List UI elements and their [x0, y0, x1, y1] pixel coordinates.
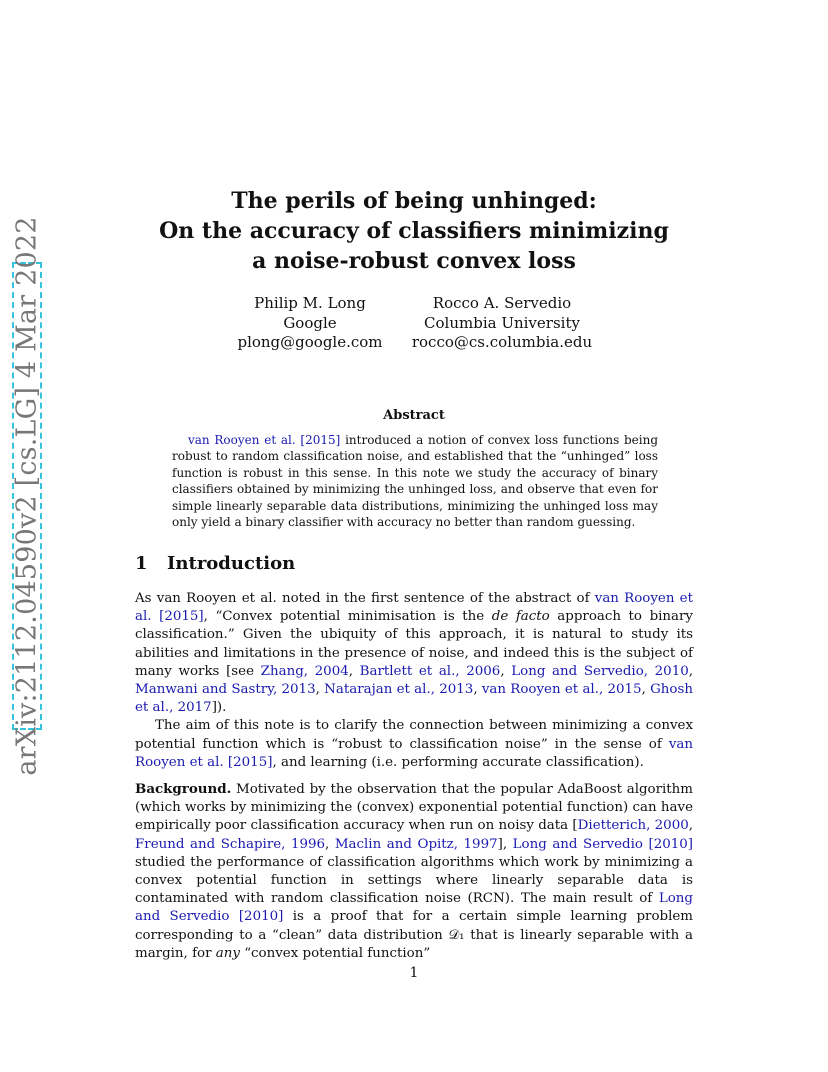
text-run: that is linearly separable with a margin, for — [135, 927, 693, 961]
emphasis: de facto — [491, 609, 550, 625]
text-run: The aim of this note is to clarify the connection between minimizing a convex potential function which is “robust to classification noise” in the sense of — [135, 718, 693, 752]
intro-paragraph-1: As van Rooyen et al. noted in the first sentence of the abstract of van Rooyen et al. [2015], “Convex potential minimisation is the de facto approach to binary classification.” Given the ubiquity of this approach, it is natural to study its abilities and limitations in the presence of noise, and indeed this is the subject of many works [see Zhang, 2004, Bartlett et al., 2006, Long and Servedio, 2010, Manwani and Sastry, 2013, Natarajan et al., 2013, van Rooyen et al., 2015, Ghosh et al., 2017]). — [135, 591, 693, 716]
abstract-text: introduced a notion of convex loss functions being robust to random classification noise, and established that the “unhinged” loss function is robust in this sense. In this note we study the accuracy of binary classifiers obtained by minimizing the unhinged loss, and observe that even for simple linearly separable data distributions, minimizing the unhinged loss may only yield a binary classifier with accuracy no better than random guessing. — [172, 433, 658, 530]
text-run: approach to binary classification.” Given the ubiquity of this approach, it is natural to study its abilities and limitations in the presence of noise, and indeed this is the subject of many works [see — [135, 609, 693, 679]
author-name: Philip M. Long — [254, 294, 366, 312]
citation-link[interactable]: Long and Servedio, 2010 — [511, 663, 689, 679]
section-number: 1 — [135, 553, 148, 574]
text-run: , “Convex potential minimisation is the — [203, 609, 492, 625]
title-line-1: The perils of being unhinged: — [231, 188, 597, 214]
text-run: , and learning (i.e. performing accurate classification). — [272, 754, 644, 770]
author-email[interactable]: rocco@cs.columbia.edu — [411, 333, 593, 351]
citation-link[interactable]: Ghosh et al., 2017 — [135, 682, 693, 716]
citation-link[interactable]: Bartlett et al., 2006 — [359, 663, 501, 679]
arxiv-id[interactable]: arXiv:2112.04590v2 [cs.LG] 4 Mar 2022 — [11, 216, 43, 776]
citation-link[interactable]: Manwani and Sastry, 2013 — [135, 682, 316, 698]
text-run: Motivated by the observation that the popular AdaBoost algorithm (which works by minimizing the (convex) exponential potential function) can have empirically poor classification accuracy when run on noisy data [ — [135, 782, 693, 834]
text-run: “convex potential function” — [239, 945, 431, 961]
citation-link[interactable]: van Rooyen et al., 2015 — [481, 682, 642, 698]
author-email[interactable]: plong@google.com — [237, 333, 383, 351]
text-run: ], — [497, 836, 513, 852]
arxiv-sidebar — [6, 216, 66, 776]
citation-link[interactable]: Freund and Schapire, 1996 — [135, 836, 326, 852]
author-affiliation: Google — [283, 313, 337, 332]
citation-link[interactable]: Dietterich, 2000 — [577, 818, 689, 834]
title-line-2: On the accuracy of classifiers minimizing — [159, 218, 669, 244]
emphasis: any — [215, 945, 240, 961]
citation-link[interactable]: Zhang, 2004 — [260, 663, 349, 679]
paragraph-label: Background. — [135, 781, 232, 798]
abstract-heading: Abstract — [383, 408, 445, 423]
citation-link[interactable]: van Rooyen et al. [2015] — [188, 433, 341, 447]
text-run: is a proof that for a certain simple learning problem corresponding to a “clean” data distribution — [135, 909, 693, 943]
abstract-paragraph — [172, 432, 658, 530]
text-run: As van Rooyen et al. noted in the first sentence of the abstract of — [135, 591, 595, 606]
author-affiliation: Columbia University — [424, 313, 580, 332]
citation-link[interactable]: Long and Servedio [2010] — [512, 836, 694, 852]
intro-body — [135, 590, 693, 963]
section-heading — [135, 553, 295, 574]
text-run: studied the performance of classification algorithms which work by minimizing a convex potential function in settings where linearly separable data is contaminated with random classification noise (RCN). The main result of — [135, 854, 693, 907]
abstract — [172, 432, 658, 530]
citation-link[interactable]: Maclin and Opitz, 1997 — [334, 836, 498, 852]
citation-link[interactable]: Long and Servedio [2010] — [135, 891, 693, 925]
author-name: Rocco A. Servedio — [432, 294, 572, 312]
paper-title — [0, 186, 828, 276]
section-title: Introduction — [167, 553, 296, 574]
title-line-3: a noise-robust convex loss — [252, 248, 576, 274]
intro-paragraph-2 — [135, 717, 693, 772]
page-number: 1 — [409, 965, 419, 981]
citation-link[interactable]: Natarajan et al., 2013 — [324, 682, 474, 698]
math-symbol: 𝒟₁ — [448, 927, 465, 943]
citation-link[interactable]: van Rooyen et al. [2015] — [135, 736, 693, 770]
text-run: ]). — [211, 700, 227, 716]
author-2 — [372, 294, 632, 353]
background-paragraph: Background. Motivated by the observation that the popular AdaBoost algorithm (which works by minimizing the (convex) exponential potential function) can have empirically poor classification accuracy when run on noisy data [Dietterich, 2000, Freund and Schapire, 1996, Maclin and Opitz, 1997], Long and Servedio [2010] studied the performance of classification algorithms which work by minimizing a convex potential function in settings where linearly separable data is contaminated with random classification noise (RCN). The main result of Long and Servedio [2010] is a proof that for a certain simple learning problem corresponding to a “clean” data distribution 𝒟₁ that is linearly separable with a margin, for any “convex potential function” — [135, 781, 694, 961]
citation-link[interactable]: van Rooyen et al. [2015] — [135, 591, 693, 625]
